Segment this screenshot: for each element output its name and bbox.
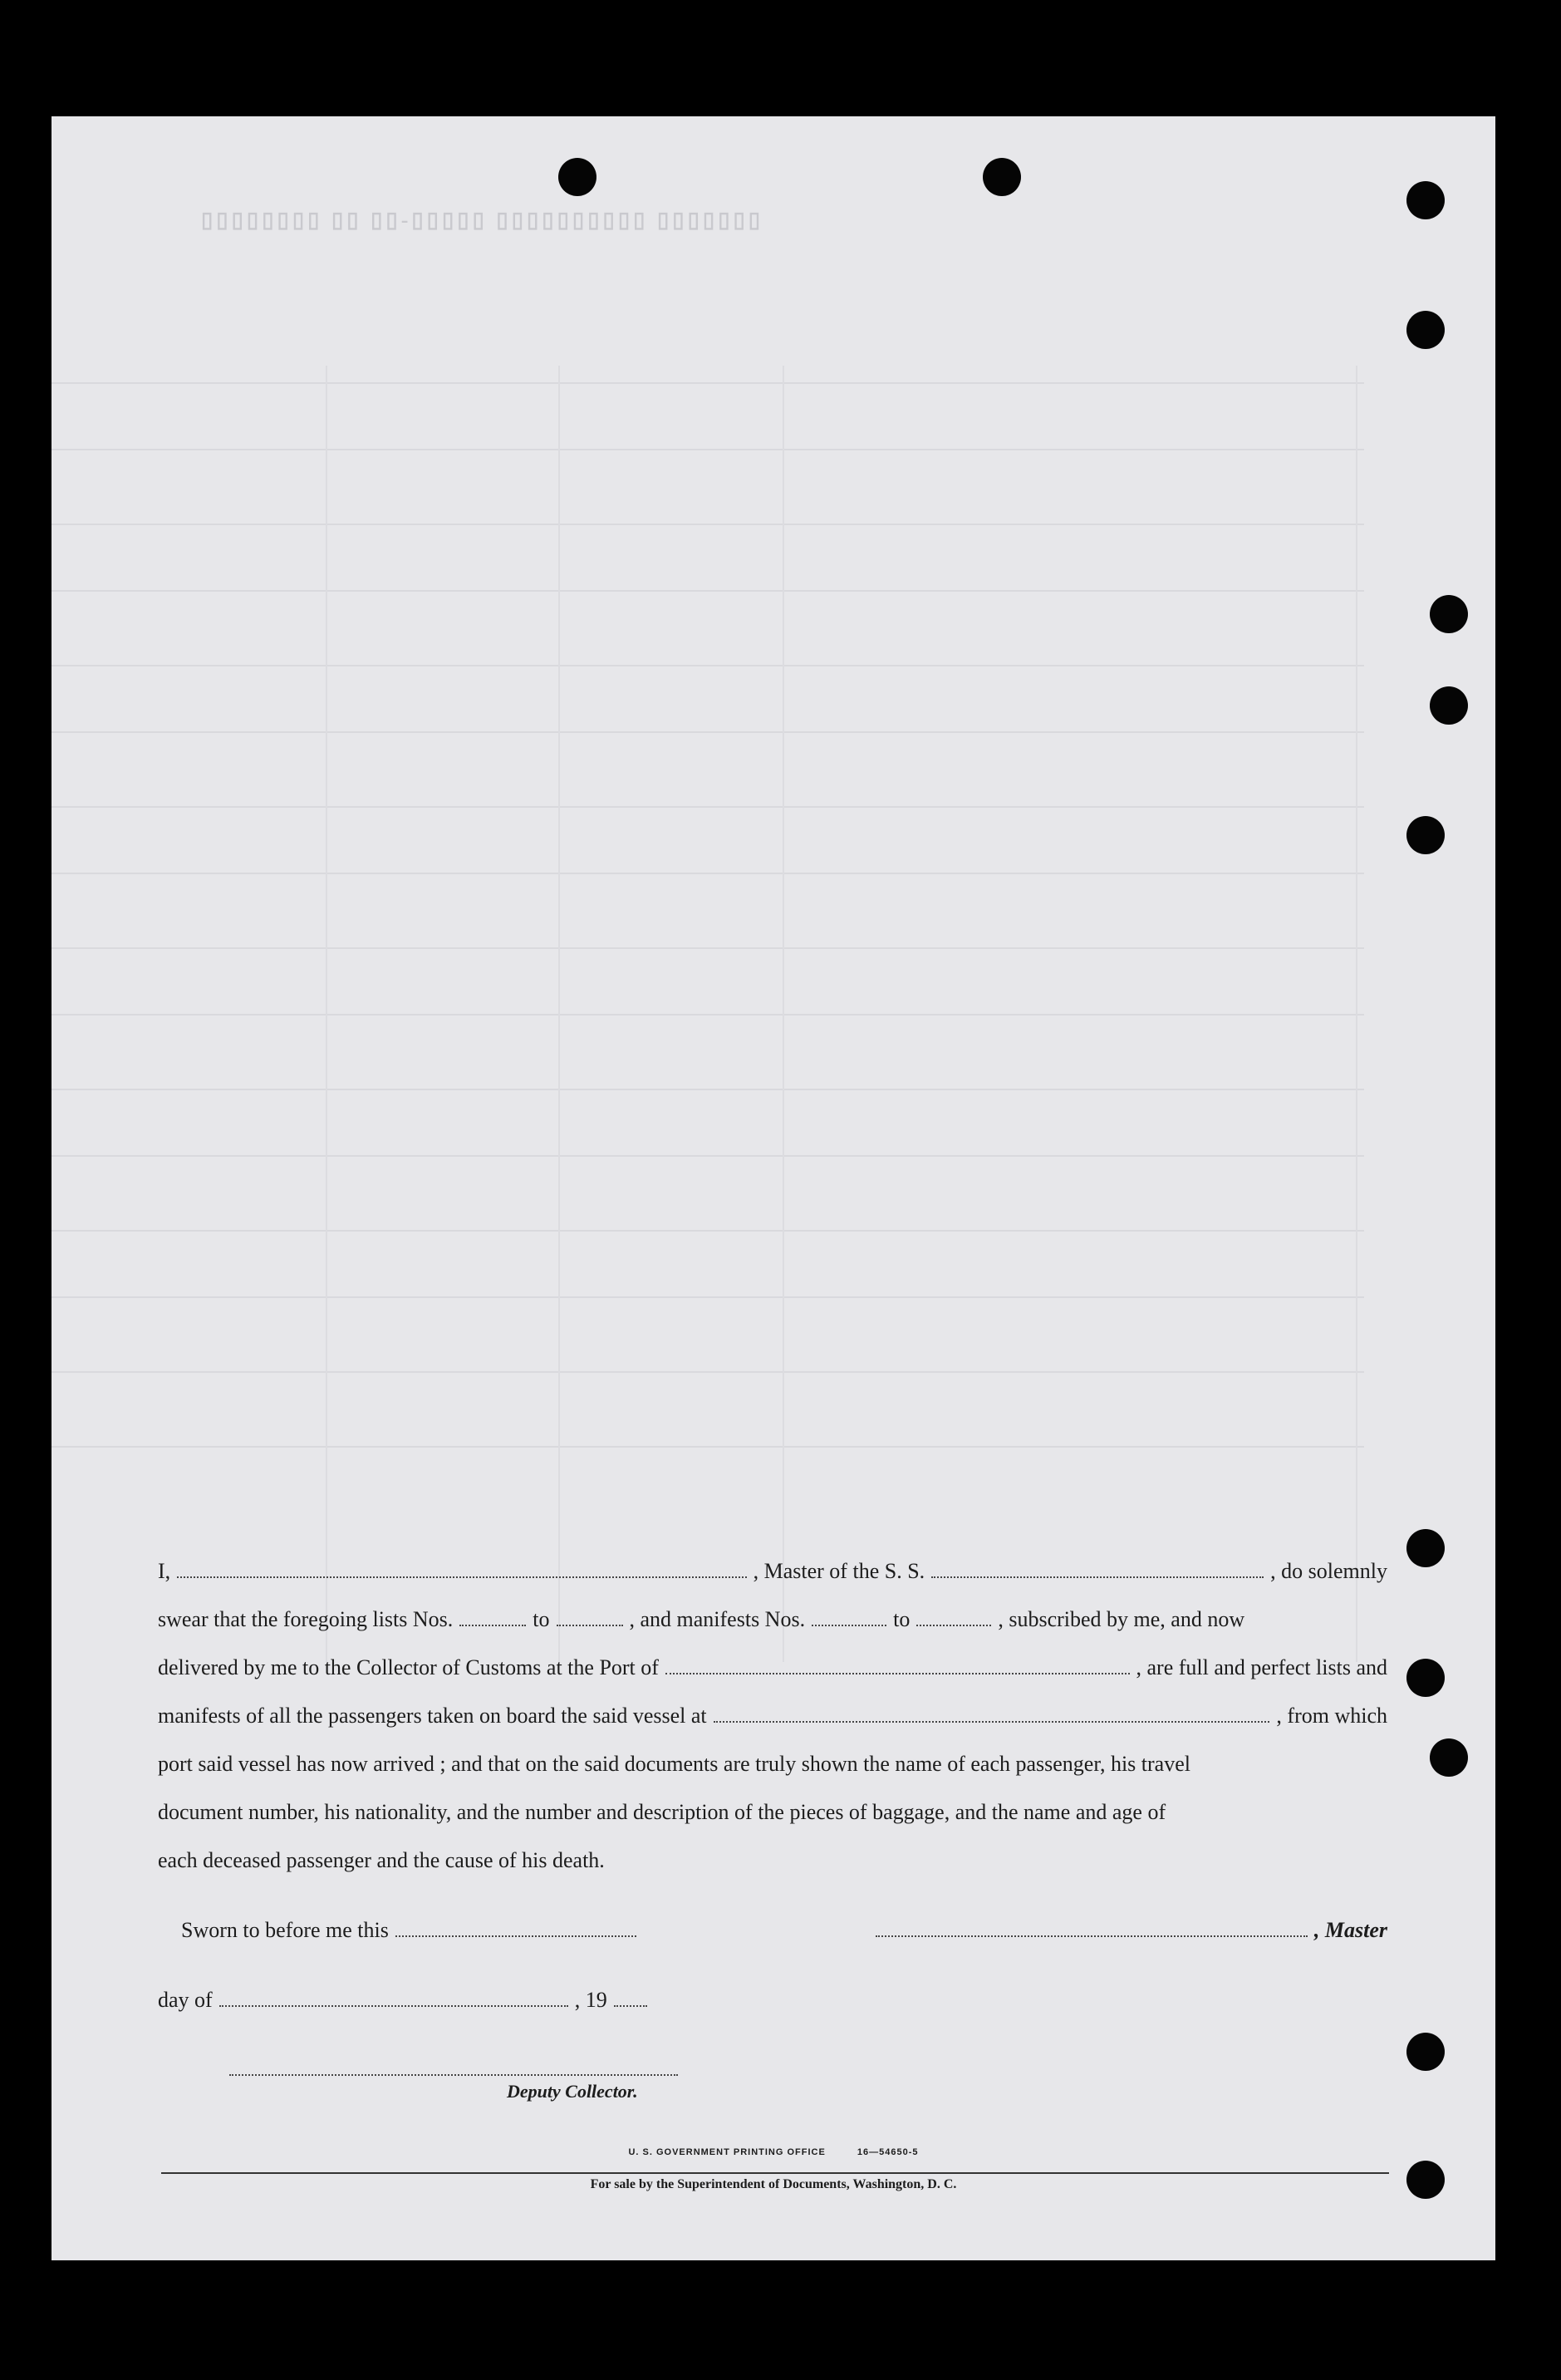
oath-text: delivered by me to the Collector of Customs at the Port of bbox=[158, 1655, 659, 1679]
month-field[interactable] bbox=[219, 1990, 568, 2007]
oath-text: , do solemnly bbox=[1270, 1559, 1387, 1583]
manifest-from-field[interactable] bbox=[812, 1610, 886, 1626]
departure-port-field[interactable] bbox=[714, 1706, 1270, 1723]
oath-text: , are full and perfect lists and bbox=[1136, 1655, 1387, 1679]
master-label: , Master bbox=[1313, 1918, 1387, 1942]
oath-line-1 bbox=[158, 1547, 1387, 1596]
oath-text: to bbox=[533, 1607, 550, 1631]
punch-hole bbox=[1406, 1659, 1445, 1697]
year-field[interactable] bbox=[614, 1990, 647, 2007]
punch-hole bbox=[983, 158, 1021, 196]
punch-hole bbox=[1430, 686, 1468, 725]
punch-hole bbox=[1406, 181, 1445, 219]
port-field[interactable] bbox=[665, 1658, 1130, 1674]
ship-name-field[interactable] bbox=[931, 1561, 1264, 1578]
deputy-signature-field[interactable] bbox=[229, 2074, 678, 2076]
punch-hole bbox=[1406, 311, 1445, 349]
oath-line-5: port said vessel has now arrived ; and that on the said documents are truly shown the name of each passenger, his travel bbox=[158, 1752, 1190, 1776]
oath-line-7: each deceased passenger and the cause of his death. bbox=[158, 1848, 605, 1872]
day-of-line bbox=[158, 1976, 1387, 2024]
day-of-label: day of bbox=[158, 1988, 213, 2012]
oath-text: I, bbox=[158, 1559, 171, 1583]
year-label: , 19 bbox=[574, 1988, 607, 2012]
oath-text: to bbox=[893, 1607, 911, 1631]
footer-rule bbox=[161, 2172, 1389, 2174]
printing-office-text: U. S. GOVERNMENT PRINTING OFFICE bbox=[628, 2147, 826, 2157]
oath-text: manifests of all the passengers taken on board the said vessel at bbox=[158, 1704, 707, 1728]
master-oath bbox=[158, 1547, 1387, 2024]
oath-line-4 bbox=[158, 1692, 1387, 1740]
list-to-field[interactable] bbox=[557, 1610, 623, 1626]
oath-line-6: document number, his nationality, and the number and description of the pieces of baggage, and the name and age of bbox=[158, 1800, 1166, 1824]
manifest-to-field[interactable] bbox=[916, 1610, 991, 1626]
punch-hole bbox=[1406, 2033, 1445, 2071]
oath-text: , and manifests Nos. bbox=[629, 1607, 806, 1631]
document-page bbox=[52, 116, 1495, 2260]
punch-hole bbox=[1406, 1529, 1445, 1567]
oath-text: , from which bbox=[1276, 1704, 1387, 1728]
ghost-heading: ▯▯▯▯▯▯▯▯ ▯▯ ▯▯-▯▯▯▯▯ ▯▯▯▯▯▯▯▯▯▯ ▯▯▯▯▯▯▯ bbox=[201, 208, 764, 232]
oath-text: , Master of the S. S. bbox=[753, 1559, 925, 1583]
punch-hole bbox=[1406, 816, 1445, 854]
oath-line-2 bbox=[158, 1596, 1387, 1644]
oath-text: swear that the foregoing lists Nos. bbox=[158, 1607, 454, 1631]
printing-footer bbox=[52, 2147, 1495, 2157]
punch-hole bbox=[1406, 2161, 1445, 2199]
list-from-field[interactable] bbox=[459, 1610, 526, 1626]
sworn-date-field[interactable] bbox=[395, 1920, 636, 1937]
punch-hole bbox=[1430, 595, 1468, 633]
form-code: 16—54650-5 bbox=[857, 2147, 919, 2157]
punch-hole bbox=[1430, 1738, 1468, 1777]
master-signature-field[interactable] bbox=[876, 1920, 1308, 1937]
sworn-line bbox=[158, 1906, 1387, 1955]
oath-line-3 bbox=[158, 1644, 1387, 1692]
sworn-label: Sworn to before me this bbox=[181, 1918, 389, 1942]
sale-note: For sale by the Superintendent of Documents, Washington, D. C. bbox=[590, 2177, 957, 2191]
master-name-field[interactable] bbox=[177, 1561, 746, 1578]
oath-text: , subscribed by me, and now bbox=[998, 1607, 1245, 1631]
deputy-collector-label: Deputy Collector. bbox=[507, 2081, 638, 2102]
punch-hole bbox=[558, 158, 596, 196]
